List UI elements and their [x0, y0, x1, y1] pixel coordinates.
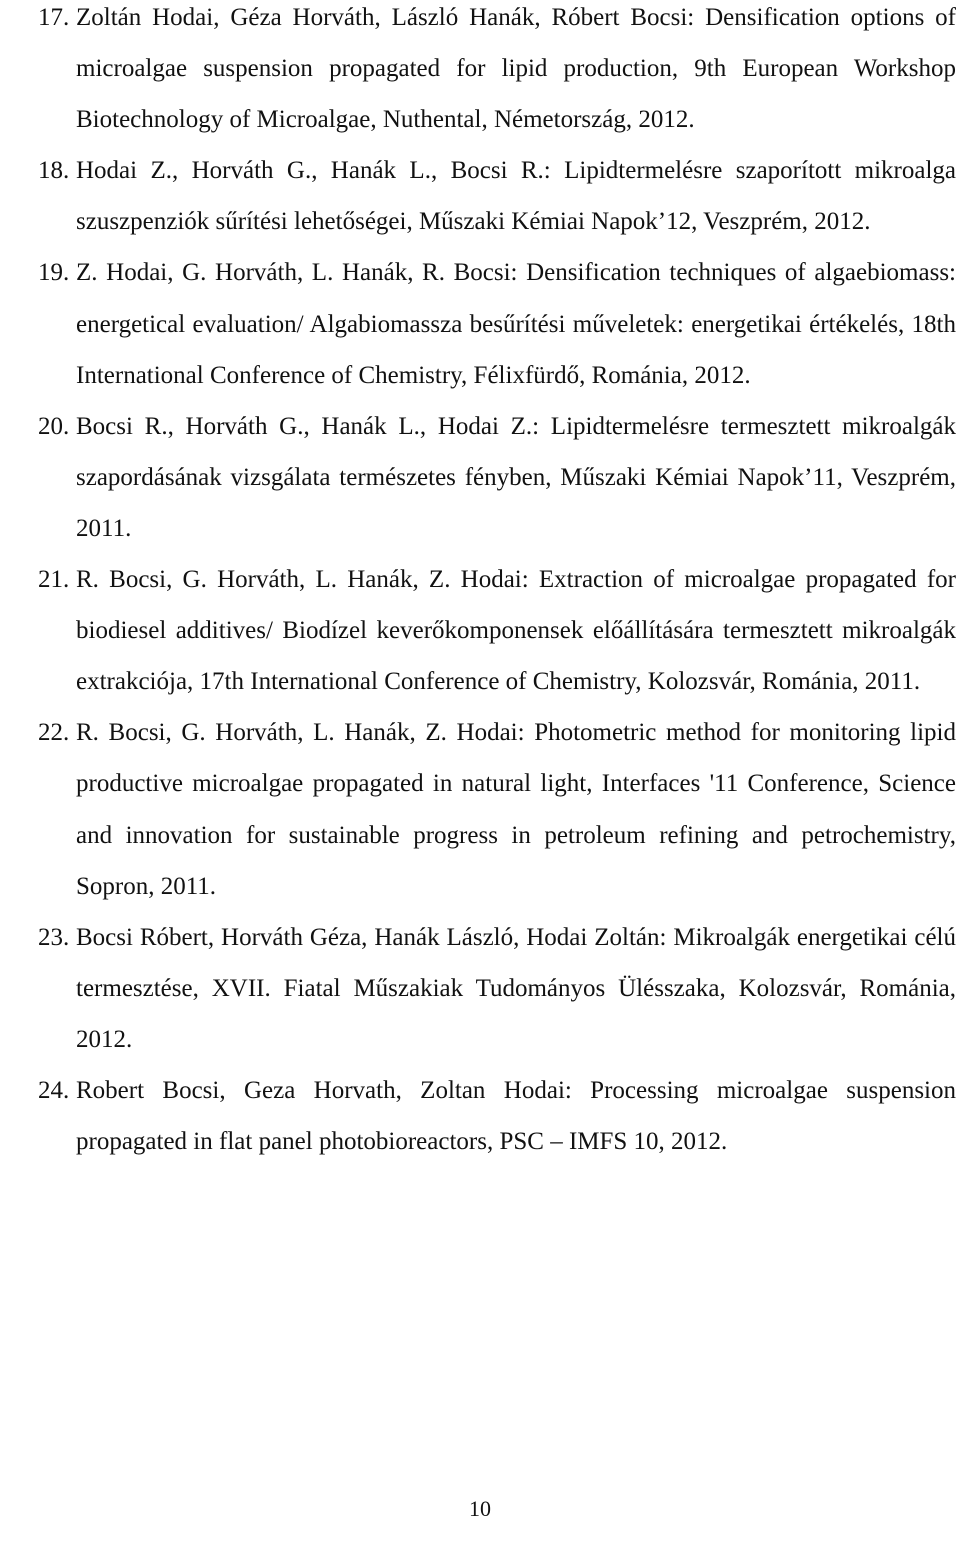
reference-item-21: [38, 554, 956, 707]
reference-number: 17.: [38, 4, 70, 31]
reference-text: Hodai Z., Horváth G., Hanák L., Bocsi R.: Lipidtermelésre szaporított mikroalga szuszpenziók sűrítési lehetőségei, Műszaki Kémiai Napok’12, Veszprém, 2012.: [76, 157, 956, 236]
reference-item-18: [38, 145, 956, 247]
reference-text: Bocsi R., Horváth G., Hanák L., Hodai Z.: Lipidtermelésre termesztett mikroalgák szapordásának vizsgálata természetes fényben, Műszaki Kémiai Napok’11, Veszprém, 2011.: [76, 412, 956, 542]
reference-item-23: [38, 912, 956, 1065]
reference-number: 21.: [38, 566, 70, 594]
reference-text: R. Bocsi, G. Horváth, L. Hanák, Z. Hodai: Extraction of microalgae propagated for biodiesel additives/ Biodízel keverőkomponensek előállítására termesztett mikroalgák extrakciója, 17th International Conference of Chemistry, Kolozsvár, Románia, 2011.: [76, 566, 956, 696]
reference-item-17: [38, 0, 956, 145]
reference-text: Robert Bocsi, Geza Horvath, Zoltan Hodai: Processing microalgae suspension propagated in flat panel photobioreactors, PSC – IMFS 10, 2012.: [76, 1076, 956, 1156]
reference-text: Zoltán Hodai, Géza Horváth, László Hanák, Róbert Bocsi: Densification options of microalgae suspension propagated for lipid production, 9th European Workshop Biotechnology of Microalgae, Nuthental, Németország, 2012.: [76, 4, 956, 134]
reference-number: 23.: [38, 923, 70, 951]
reference-item-19: [38, 247, 956, 400]
reference-number: 22.: [38, 719, 70, 747]
reference-text: Bocsi Róbert, Horváth Géza, Hanák László, Hodai Zoltán: Mikroalgák energetikai célú termesztése, XVII. Fiatal Műszakiak Tudományos Ülésszaka, Kolozsvár, Románia, 2012.: [76, 923, 956, 1053]
reference-item-24: [38, 1065, 956, 1167]
reference-number: 19.: [38, 259, 70, 287]
reference-number: 24.: [38, 1076, 70, 1104]
reference-item-20: [38, 401, 956, 554]
reference-number: 18.: [38, 157, 70, 185]
reference-text: R. Bocsi, G. Horváth, L. Hanák, Z. Hodai: Photometric method for monitoring lipid productive microalgae propagated in natural light, Interfaces '11 Conference, Science and innovation for sustainable progress in petroleum refining and petrochemistry, Sopron, 2011.: [76, 719, 956, 900]
page-number: 10: [469, 1496, 491, 1521]
reference-list: [38, 0, 956, 1167]
reference-text: Z. Hodai, G. Horváth, L. Hanák, R. Bocsi: Densification techniques of algaebiomass: energetical evaluation/ Algabiomassza besűrítési műveletek: energetikai értékelés, 18th International Conference of Chemistry, Félixfürdő, Románia, 2012.: [76, 259, 956, 389]
reference-number: 20.: [38, 412, 70, 440]
reference-item-22: [38, 707, 956, 911]
